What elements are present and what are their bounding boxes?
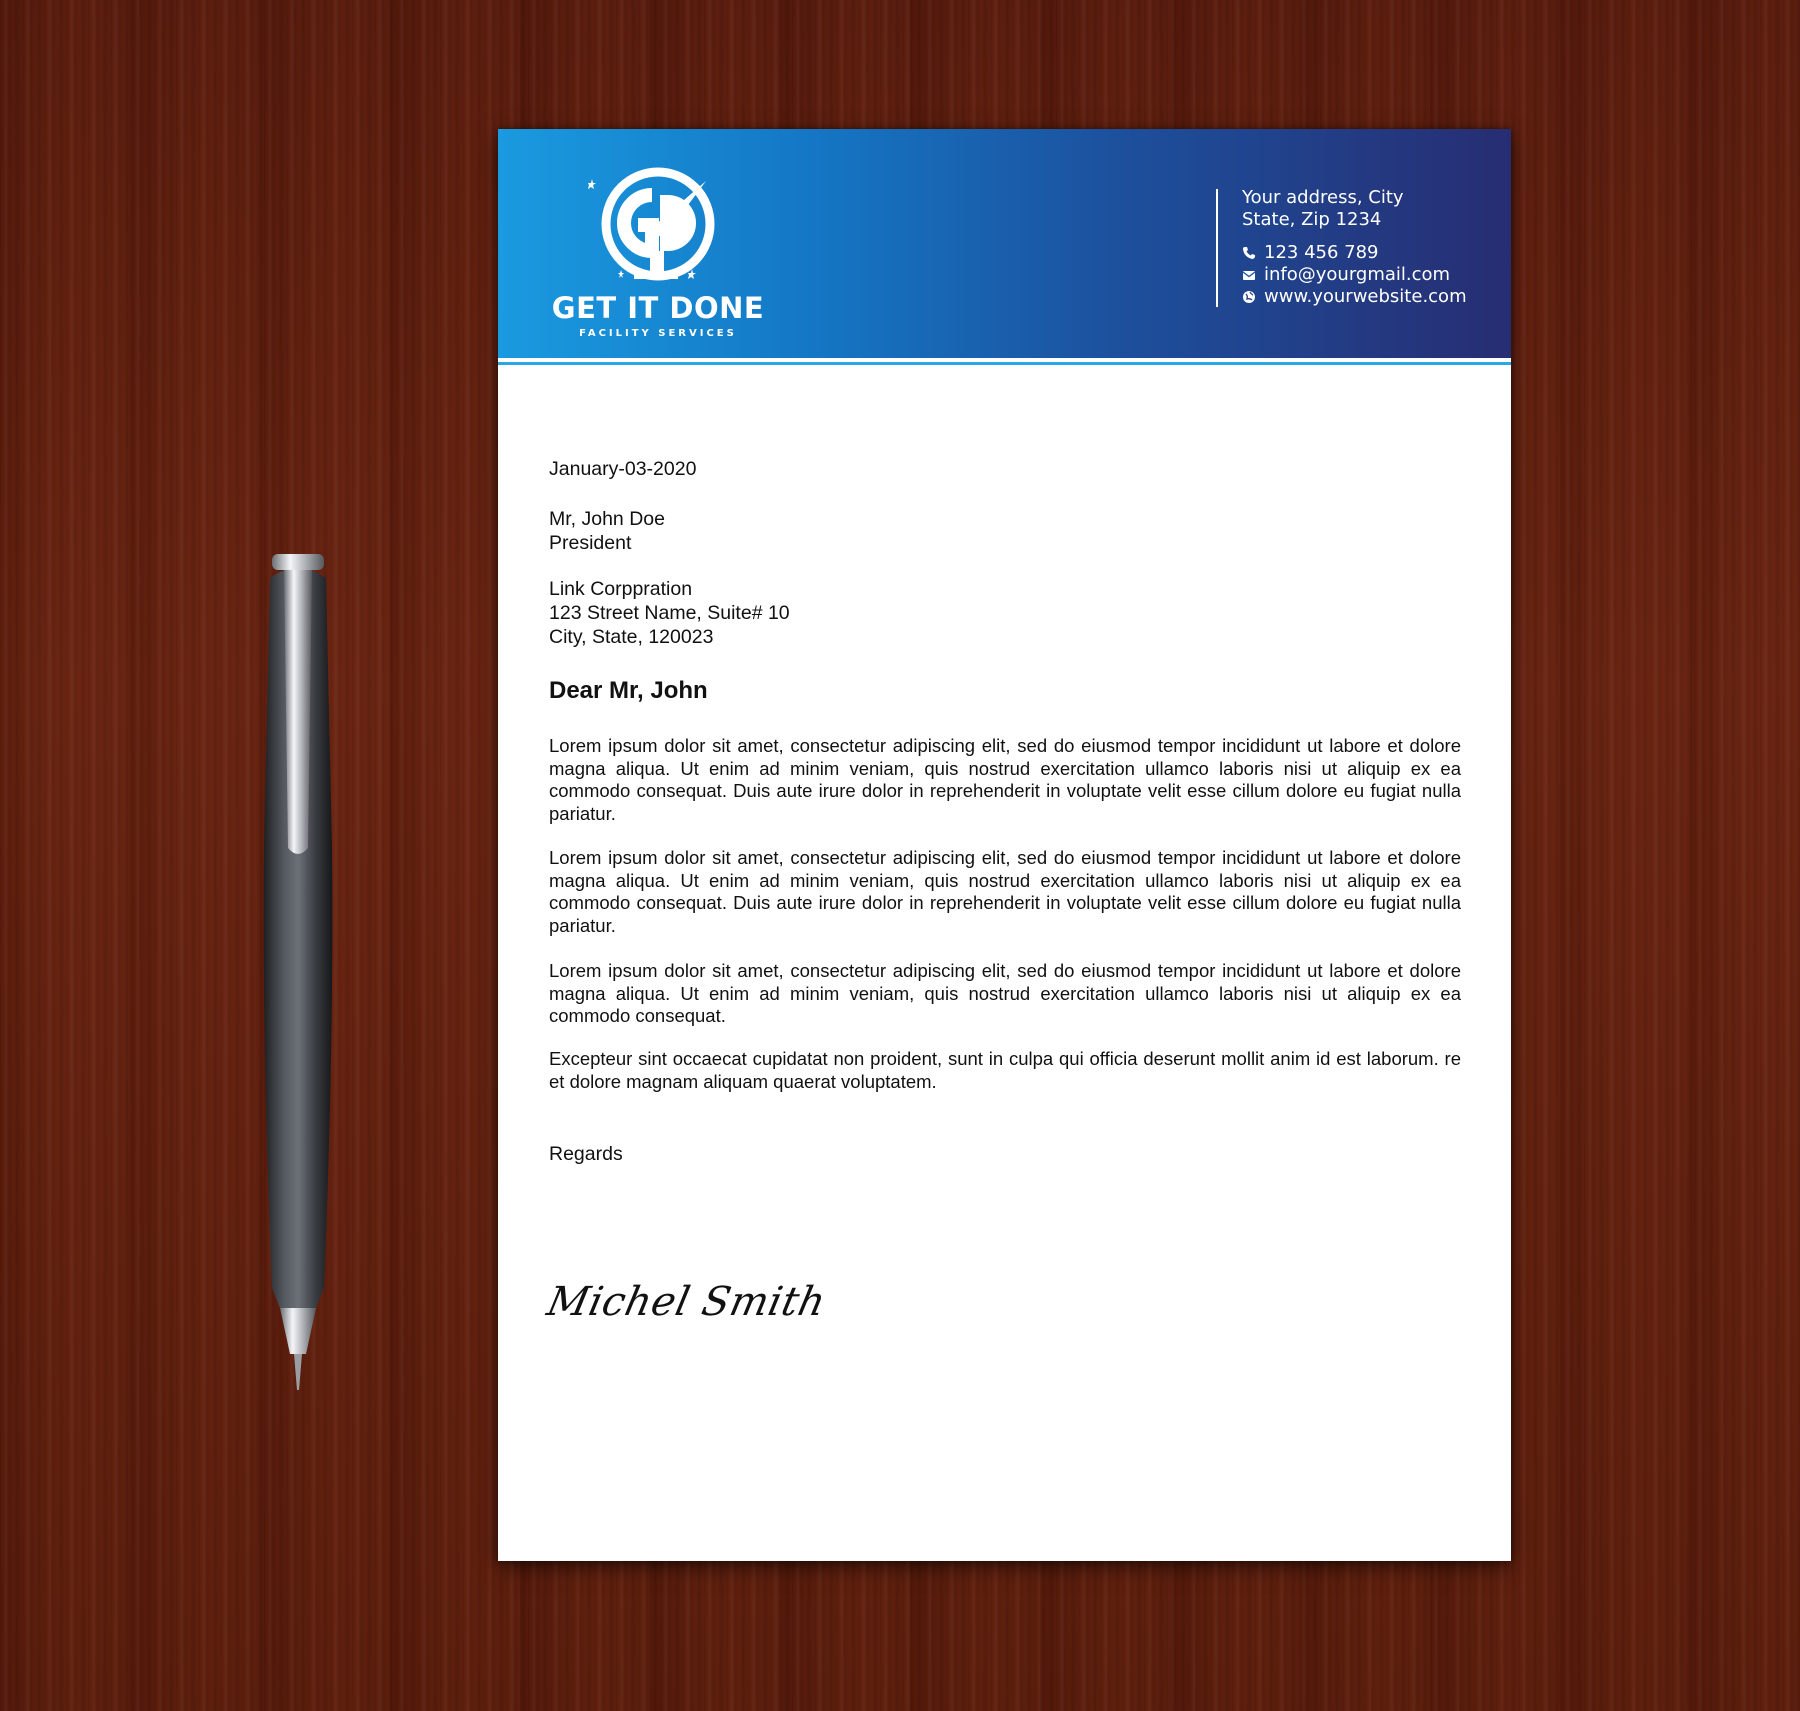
phone-icon <box>1242 246 1256 260</box>
contact-phone <box>1242 242 1379 264</box>
body-paragraph: Lorem ipsum dolor sit amet, consectetur adipiscing elit, sed do eiusmod tempor incididunt ut labore et dolore magna aliqua. Ut enim ad minim veniam, quis nostrud exercitation ullamco laboris nisi ut aliquip ex ea commodo consequat. Duis aute irure dolor in reprehenderit in voluptate velit esse cillum dolore eu fugiat nulla pariatur. <box>549 847 1461 936</box>
contact-email <box>1242 264 1450 286</box>
contact-website <box>1242 286 1467 308</box>
address-line1: Your address, City <box>1242 187 1404 208</box>
globe-icon <box>1242 290 1256 304</box>
brand-name: GET IT DONE <box>551 291 765 325</box>
website-url: www.yourwebsite.com <box>1264 286 1467 307</box>
letter-greeting: Dear Mr, John <box>549 677 708 704</box>
address-line2: State, Zip 1234 <box>1242 209 1382 230</box>
letter-closing: Regards <box>549 1143 623 1165</box>
letterhead-header <box>498 129 1511 358</box>
email-address: info@yourgmail.com <box>1264 264 1451 285</box>
recipient-company: Link Corppration <box>549 578 693 600</box>
header-divider <box>1216 189 1218 307</box>
body-paragraph: Lorem ipsum dolor sit amet, consectetur adipiscing elit, sed do eiusmod tempor incididunt ut labore et dolore magna aliqua. Ut enim ad minim veniam, quis nostrud exercitation ullamco laboris nisi ut aliquip ex ea commodo consequat. Duis aute irure dolor in reprehenderit in voluptate velit esse cillum dolore eu fugiat nulla pariatur. <box>549 735 1461 824</box>
recipient-block <box>549 507 1461 555</box>
phone-number: 123 456 789 <box>1264 242 1379 263</box>
brand-tagline: FACILITY SERVICES <box>579 328 737 339</box>
body-paragraph: Lorem ipsum dolor sit amet, consectetur adipiscing elit, sed do eiusmod tempor incididunt ut labore et dolore magna aliqua. Ut enim ad minim veniam, quis nostrud exercitation ullamco laboris nisi ut aliquip ex ea commodo consequat. <box>549 960 1461 1026</box>
recipient-city: City, State, 120023 <box>549 626 714 648</box>
recipient-name: Mr, John Doe <box>549 508 665 530</box>
email-icon <box>1242 268 1256 282</box>
letter-date: January-03-2020 <box>549 458 697 480</box>
company-address <box>1242 187 1404 231</box>
header-accent-rule <box>498 362 1511 365</box>
letterhead-paper <box>498 129 1511 1561</box>
signature: Michel Smith <box>543 1279 830 1325</box>
recipient-title: President <box>549 532 632 554</box>
pen-icon <box>258 548 338 1396</box>
company-address-block <box>549 577 1461 649</box>
body-paragraph: Excepteur sint occaecat cupidatat non proident, sunt in culpa qui officia deserunt mollit anim id est laborum. re et dolore magnam aliquam quaerat voluptatem. <box>549 1048 1461 1092</box>
recipient-street: 123 Street Name, Suite# 10 <box>549 602 790 624</box>
